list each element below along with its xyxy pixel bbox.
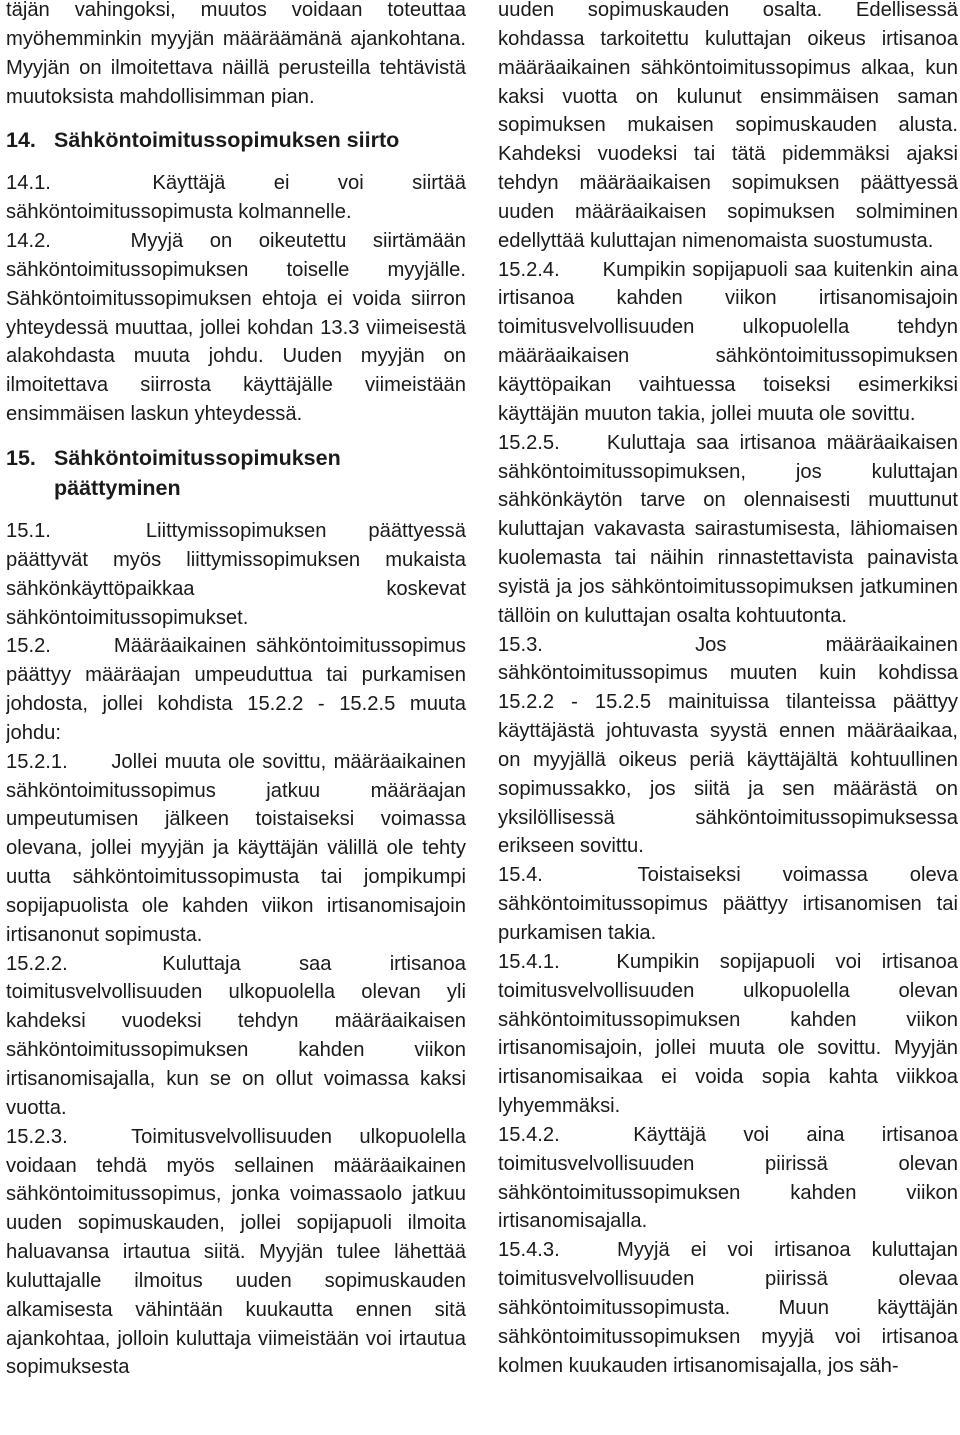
left-column [6, 0, 466, 1382]
clause-label: 14.2. [6, 230, 51, 253]
clause-text: Kumpikin sopijapuoli saa kuitenkin aina irtisanoa kahden viikon irtisanomisajoin toimitusvelvollisuuden ulkopuolella tehdyn määräaikaisen sähköntoimitussopimuksen käyttöpaikan vaihtuessa toiseksi esimerkiksi käyttäjän muuton takia, jollei muuta ole sovittu. [498, 258, 958, 425]
clause-label: 15.2.5. [498, 431, 560, 454]
intro-paragraph: täjän vahingoksi, muutos voidaan toteuttaa myöhemminkin myyjän määräämänä ajankohtana. Myyjän on ilmoitettava näillä perusteilla tehtävistä muutoksista mahdollisimman pian. [6, 0, 466, 108]
clause-text: Liittymissopimuksen päättyessä päättyvät myös liittymissopimuksen mukaista sähkönkäyttöpaikkaa koskevat sähköntoimitussopimukset. [6, 519, 466, 629]
clause-text: Myyjä on oikeutettu siirtämään sähköntoimitussopimuksen toiselle myyjälle. Sähköntoimitussopimuksen ehtoja ei voida siirron yhteydessä muuttaa, jollei kohdan 13.3 viimeisestä alakohdasta muuta johdu. Uuden myyjän on ilmoitettava siirrosta käyttäjälle viimeistään ensimmäisen laskun yhteydessä. [6, 230, 466, 426]
clause-15-4 [498, 861, 958, 948]
clause-label: 15.4. [498, 864, 543, 887]
clause-text: Käyttäjä voi aina irtisanoa toimitusvelvollisuuden piirissä olevan sähköntoimitussopimuksen kahden viikon irtisanomisajalla. [498, 1123, 958, 1233]
clause-text: Kuluttaja saa irtisanoa toimitusvelvollisuuden ulkopuolella olevan yli kahdeksi vuodeksi tehdyn määräaikaisen sähköntoimitussopimuksen kahden viikon irtisanomisajalla, kun se on ollut voimassa kaksi vuotta. [6, 952, 467, 1119]
continuation-paragraph: uuden sopimuskauden osalta. Edellisessä kohdassa tarkoitettu kuluttajan oikeus irtisanoa määräaikainen sähköntoimitussopimus alkaa, kun kaksi vuotta on kulunut ensimmäisen saman sopimuksen mukaisen sopimuskauden alusta. Kahdeksi vuodeksi tai tätä pidemmäksi ajaksi tehdyn määräaikaisen sopimuksen päättyessä uuden määräaikaisen sopimuksen solmiminen edellyttää kuluttajan nimenomaista suostumusta. [498, 0, 958, 252]
clause-15-4-2 [498, 1121, 958, 1236]
clause-label: 14.1. [6, 172, 51, 195]
document-page [6, 0, 958, 1435]
clause-label: 15.2. [6, 635, 51, 658]
section-14-heading [6, 125, 466, 155]
clause-text: Jos määräaikainen sähköntoimitussopimus muuten kuin kohdissa 15.2.2 - 15.2.5 mainituissa tilanteissa päättyy käyttäjästä johtuvasta syystä ennen määräaikaa, on myyjällä oikeus periä käyttäjältä kohtuullinen sopimussakko, jos siitä ja sen määrästä on yksilöllisessä sähköntoimitussopimuksessa erikseen sovittu. [498, 633, 958, 858]
clause-label: 15.2.3. [6, 1125, 68, 1148]
clause-label: 15.3. [498, 633, 543, 656]
section-15-heading [6, 443, 466, 503]
clause-label: 15.4.2. [498, 1123, 560, 1146]
clause-text: Toistaiseksi voimassa oleva sähköntoimitussopimus päättyy irtisanomisen tai purkamisen takia. [498, 864, 958, 944]
clause-label: 15.1. [6, 519, 51, 542]
clause-text: Jollei muuta ole sovittu, määräaikainen sähköntoimitussopimus jatkuu määräajan umpeutumisen jälkeen toistaiseksi voimassa olevana, jollei myyjän ja käyttäjän välillä ole tehty uutta sähköntoimitussopimusta tai jompikumpi sopijapuolista ole kahden viikon irtisanomisajoin irtisanonut sopimusta. [6, 750, 466, 946]
clause-15-1 [6, 517, 466, 632]
clause-text: Toimitusvelvollisuuden ulkopuolella voidaan tehdä myös sellainen määräaikainen sähköntoimitussopimus, jonka voimassaolo jatkuu uuden sopimuskauden, jollei sopijapuoli ilmoita haluavansa irtautua siitä. Myyjän tulee lähettää kuluttajalle ilmoitus uuden sopimuskauden alkamisesta vähintään kuukautta ennen sitä ajankohtaa, jolloin kuluttaja viimeistään voi irtautua sopimuksesta [6, 1125, 466, 1379]
clause-14-2 [6, 227, 466, 429]
clause-label: 15.2.2. [6, 952, 68, 975]
clause-text: Myyjä ei voi irtisanoa kuluttajan toimitusvelvollisuuden piirissä olevaa sähköntoimitussopimusta. Muun käyttäjän sähköntoimitussopimuksen myyjä voi irtisanoa kolmen kuukauden irtisanomisajalla, jos säh- [498, 1239, 958, 1377]
clause-label: 15.4.1. [498, 950, 560, 973]
section-14-title: Sähköntoimitussopimuksen siirto [54, 128, 400, 153]
clause-text: Käyttäjä ei voi siirtää sähköntoimitussopimusta kolmannelle. [6, 172, 466, 224]
clause-14-1 [6, 169, 466, 227]
clause-label: 15.2.4. [498, 258, 560, 281]
section-14-number: 14. [6, 128, 36, 153]
section-15-number: 15. [6, 445, 36, 470]
clause-15-2-5 [498, 429, 958, 631]
clause-text: Kumpikin sopijapuoli voi irtisanoa toimitusvelvollisuuden ulkopuolella olevan sähköntoimitussopimuksen kahden viikon irtisanomisajoin, jollei muuta ole sovittu. Myyjän irtisanomisaikaa ei voida sopia kahta viikkoa lyhyemmäksi. [498, 950, 958, 1118]
clause-15-2 [6, 632, 466, 747]
clause-label: 15.2.1. [6, 750, 68, 773]
clause-text: Kuluttaja saa irtisanoa määräaikaisen sähköntoimitussopimuksen, jos kuluttajan sähkönkäytön tarve on olennaisesti muuttunut kuluttajan vakavasta sairastumisesta, lähiomaisen kuolemasta tai näihin rinnastettavista painavista syistä ja jos sähköntoimitussopimuksen jatkuminen tällöin on kuluttajan osalta kohtuutonta. [498, 431, 958, 627]
clause-15-2-2 [6, 950, 466, 1123]
section-15-title: Sähköntoimitussopimuksen päättyminen [54, 445, 341, 500]
clause-15-3 [498, 631, 958, 862]
clause-15-2-3 [6, 1123, 466, 1383]
clause-text: Määräaikainen sähköntoimitussopimus päättyy määräajan umpeuduttua tai purkamisen johdosta, jollei kohdista 15.2.2 - 15.2.5 muuta johdu: [6, 635, 466, 744]
right-column [498, 0, 958, 1381]
clause-label: 15.4.3. [498, 1239, 560, 1262]
clause-15-4-3 [498, 1236, 958, 1380]
clause-15-2-4 [498, 256, 958, 429]
clause-15-4-1 [498, 948, 958, 1121]
clause-15-2-1 [6, 748, 466, 950]
